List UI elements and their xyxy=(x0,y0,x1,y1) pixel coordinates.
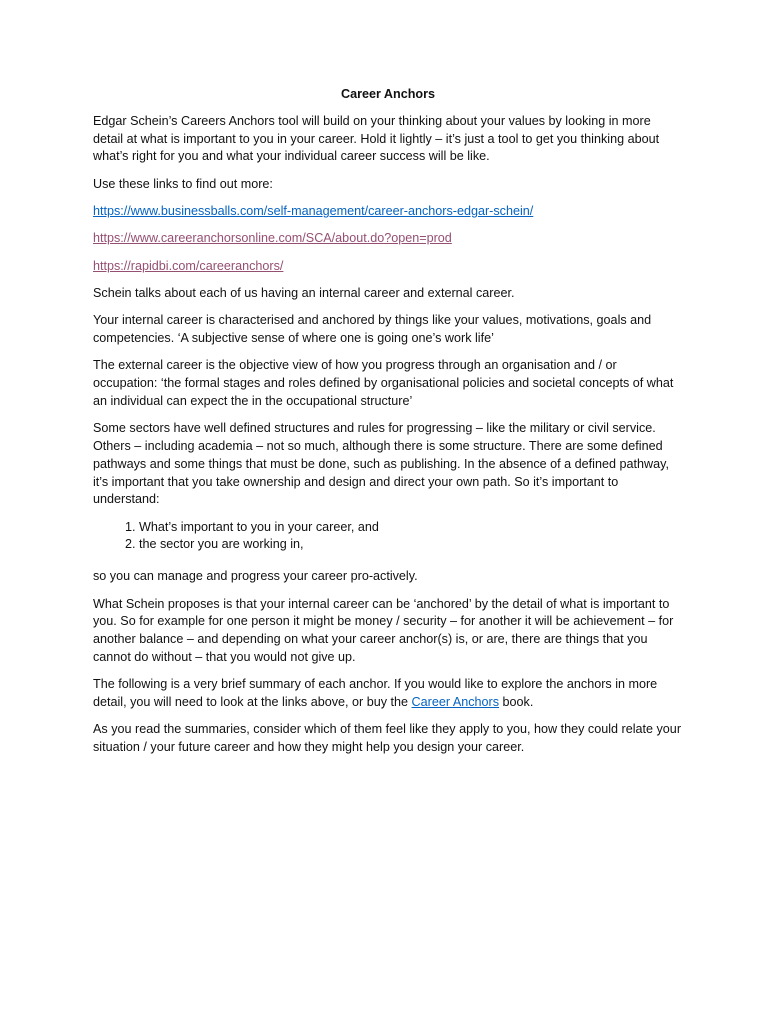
manage-paragraph: so you can manage and progress your career pro-actively. xyxy=(93,569,418,584)
summary-text-after: book. xyxy=(499,695,534,710)
link-paragraph-3 xyxy=(93,258,683,276)
reading-paragraph: As you read the summaries, consider which of them feel like they apply to you, how they could relate your situation / your future career and how they might help you design your career. xyxy=(93,722,682,755)
external-career-paragraph: The external career is the objective view of how you progress through an organisation and / or occupation: ‘the formal stages and roles defined by organisational policies and societal concepts of what an individual can expect the in the occupational structure’ xyxy=(93,358,674,408)
list-item: 1. What’s important to you in your career, and xyxy=(139,519,683,537)
summary-paragraph xyxy=(93,676,683,712)
proposes-paragraph: What Schein proposes is that your internal career can be ‘anchored’ by the detail of what is important to you. So for example for one person it might be money / security – for another it will be achievement – for another balance – and depending on what your career anchor(s) is, or are, there are things that you cannot do without – that you would not give up. xyxy=(93,596,674,664)
internal-career-paragraph: Your internal career is characterised and anchored by things like your values, motivations, goals and competencies. ‘A subjective sense of where one is going one’s work life’ xyxy=(93,313,652,345)
document-title: Career Anchors xyxy=(340,87,436,101)
intro-paragraph: Edgar Schein’s Careers Anchors tool will build on your thinking about your values by looking in more detail at what is important to you in your career. Hold it lightly – it’s just a tool to get you thinking about what’s right for you and what your individual career success will be like. xyxy=(93,113,660,164)
summary-text-before: The following is a very brief summary of each anchor. If you would like to explore the anchors in more detail, you will need to look at the links above, or buy the xyxy=(93,677,658,710)
list-item: 2. the sector you are working in, xyxy=(139,536,683,554)
career-anchors-book-link[interactable]: Career Anchors xyxy=(411,695,500,710)
document-body xyxy=(93,86,683,766)
link-businessballs[interactable]: https://www.businessballs.com/self-management/career-anchors-edgar-schein/ xyxy=(93,203,534,218)
numbered-list xyxy=(93,519,683,555)
link-paragraph-1 xyxy=(93,203,683,221)
sectors-paragraph: Some sectors have well defined structures and rules for progressing – like the military or civil service. Others – including academia – not so much, although there is some structure. There are some defined pathways and some things that must be done, such as publishing. In the absence of a defined pathway, it’s important that you take ownership and design and direct your own path. So it’s important to understand: xyxy=(93,421,669,507)
links-intro: Use these links to find out more: xyxy=(93,176,273,191)
link-careeranchorsonline[interactable]: https://www.careeranchorsonline.com/SCA/about.do?open=prod xyxy=(93,231,452,246)
schein-paragraph: Schein talks about each of us having an internal career and external career. xyxy=(93,285,515,300)
link-rapidbi[interactable]: https://rapidbi.com/careeranchors/ xyxy=(93,258,284,273)
link-paragraph-2 xyxy=(93,230,683,248)
